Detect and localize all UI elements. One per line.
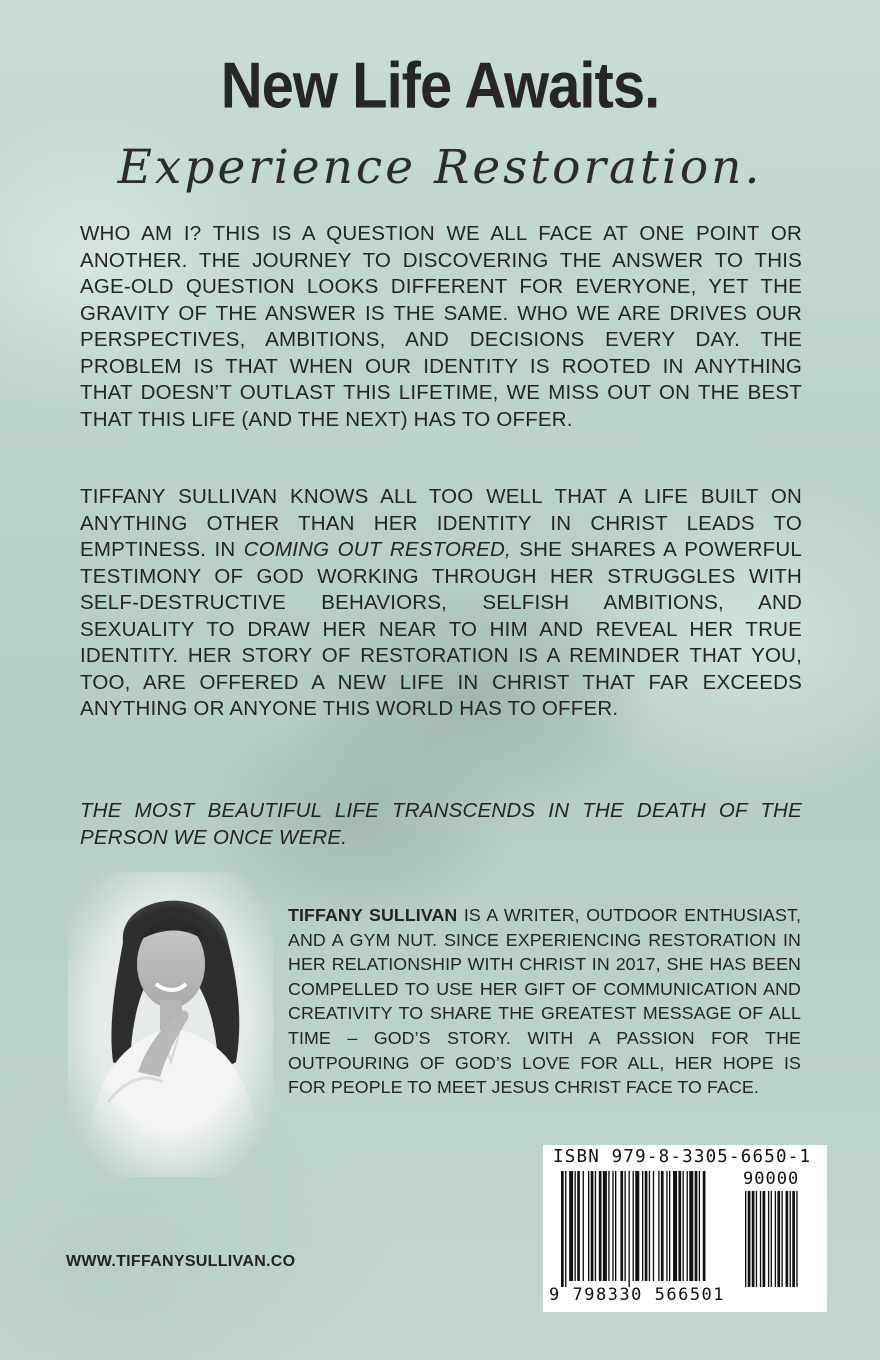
addon-bar: [790, 1191, 791, 1287]
barcode-bar: [687, 1171, 688, 1281]
paragraph-2-start: TIFFANY SULLIVAN KNOWS ALL TOO WELL THAT A LIFE BUILT ON ANYTHING OTHER THAN HER IDENTITY IN CHRIST LEADS TO EMPTINESS. IN: [80, 485, 802, 561]
barcode-bar: [653, 1171, 654, 1281]
addon-bar: [792, 1191, 795, 1287]
barcode-bar: [612, 1171, 613, 1281]
addon-bar: [760, 1191, 761, 1287]
book-title-mention: COMING OUT RESTORED,: [243, 538, 511, 561]
addon-bar: [748, 1191, 751, 1287]
addon-bar: [796, 1191, 797, 1287]
addon-bar: [786, 1191, 789, 1287]
addon-bar: [771, 1191, 772, 1287]
addon-bar: [781, 1191, 782, 1287]
ean-number: 9 798330 566501: [549, 1285, 726, 1305]
barcode-bar: [615, 1171, 616, 1281]
author-name: TIFFANY SULLIVAN: [288, 905, 458, 925]
addon-bar: [756, 1191, 757, 1287]
author-bio: [288, 903, 801, 1100]
barcode-bar: [661, 1171, 664, 1281]
author-website-link[interactable]: WWW.TIFFANYSULLIVAN.CO: [66, 1253, 296, 1270]
barcode-bar: [588, 1171, 589, 1281]
barcode-bar: [629, 1171, 630, 1287]
barcode-bar: [591, 1171, 594, 1281]
barcode-bar: [603, 1171, 607, 1281]
barcode-bar: [649, 1171, 650, 1281]
isbn-barcode: [543, 1145, 827, 1312]
description-paragraph-2: [80, 484, 802, 723]
isbn-label: ISBN 979-8-3305-6650-1: [553, 1147, 812, 1167]
barcode-bar: [633, 1171, 634, 1281]
barcode-bar: [561, 1171, 564, 1287]
barcode-bar: [624, 1171, 625, 1281]
barcode-bar: [695, 1171, 698, 1281]
barcode-bar: [683, 1171, 684, 1281]
barcode-bar: [678, 1171, 681, 1281]
barcode-bar: [635, 1171, 639, 1281]
addon-bar: [763, 1191, 766, 1287]
addon-bar: [745, 1191, 746, 1287]
barcode-bar: [673, 1171, 677, 1281]
barcode-bar: [565, 1171, 566, 1287]
price-code: 90000: [743, 1169, 800, 1189]
barcode-bar: [577, 1171, 580, 1281]
addon-bar: [768, 1191, 769, 1287]
barcode-bar: [583, 1171, 584, 1281]
barcode-bar: [699, 1171, 700, 1281]
description-paragraph-1: WHO AM I? THIS IS A QUESTION WE ALL FACE AT ONE POINT OR ANOTHER. THE JOURNEY TO DISCOVERING THE ANSWER TO THIS AGE-OLD QUESTION LOOKS DIFFERENT FOR EVERYONE, YET THE GRAVITY OF THE ANSWER IS THE SAME. WHO WE ARE DRIVES OUR PERSPECTIVES, AMBITIONS, AND DECISIONS EVERY DAY. THE PROBLEM IS THAT WHEN OUR IDENTITY IS ROOTED IN ANYTHING THAT DOESN’T OUTLAST THIS LIFETIME, WE MISS OUT ON THE BEST THAT THIS LIFE (AND THE NEXT) HAS TO OFFER.: [80, 222, 802, 431]
paragraph-2-end: SHE SHARES A POWERFUL TESTIMONY OF GOD WORKING THROUGH HER STRUGGLES WITH SELF-DESTRUCTIVE BEHAVIORS, SELFISH AMBITIONS, AND SEXUALITY TO DRAW HER NEAR TO HIM AND REVEAL HER TRUE IDENTITY. HER STORY OF RESTORATION IS A REMINDER THAT YOU, TOO, ARE OFFERED A NEW LIFE IN CHRIST THAT FAR EXCEEDS ANYTHING OR ANYONE THIS WORLD HAS TO OFFER.: [80, 538, 802, 720]
barcode-bar: [703, 1171, 706, 1281]
author-bio-text: IS A WRITER, OUTDOOR ENTHUSIAST, AND A GYM NUT. SINCE EXPERIENCING RESTORATION IN HER RELATIONSHIP WITH CHRIST IN 2017, SHE HAS BEEN COMPELLED TO USE HER GIFT OF COMMUNICATION AND CREATIVITY TO SHARE THE GREATEST MESSAGE OF ALL TIME – GOD’S STORY. WITH A PASSION FOR THE OUTPOURING OF GOD’S LOVE FOR ALL, HER HOPE IS FOR PEOPLE TO MEET JESUS CHRIST FACE TO FACE.: [288, 905, 801, 1098]
barcode-bar: [575, 1171, 576, 1281]
barcode-bar: [642, 1171, 643, 1281]
addon-bar: [775, 1191, 776, 1287]
addon-bar: [752, 1191, 755, 1287]
subheadline: Experience Restoration.: [117, 140, 763, 195]
barcode-bar: [595, 1171, 596, 1281]
addon-bar: [777, 1191, 780, 1287]
quote: THE MOST BEAUTIFUL LIFE TRANSCENDS IN THE DEATH OF THE PERSON WE ONCE WERE.: [80, 799, 802, 849]
barcode-bar: [620, 1171, 623, 1281]
barcode-bar: [669, 1171, 670, 1281]
barcode-bar: [689, 1171, 693, 1281]
barcode-bar: [658, 1171, 659, 1281]
headline: New Life Awaits.: [220, 49, 660, 122]
barcode-bar: [608, 1171, 609, 1281]
barcode-bar: [645, 1171, 648, 1281]
barcode-bar: [599, 1171, 602, 1281]
barcode-bar: [666, 1171, 667, 1281]
author-photo: [68, 872, 273, 1177]
barcode-bar: [569, 1171, 573, 1281]
